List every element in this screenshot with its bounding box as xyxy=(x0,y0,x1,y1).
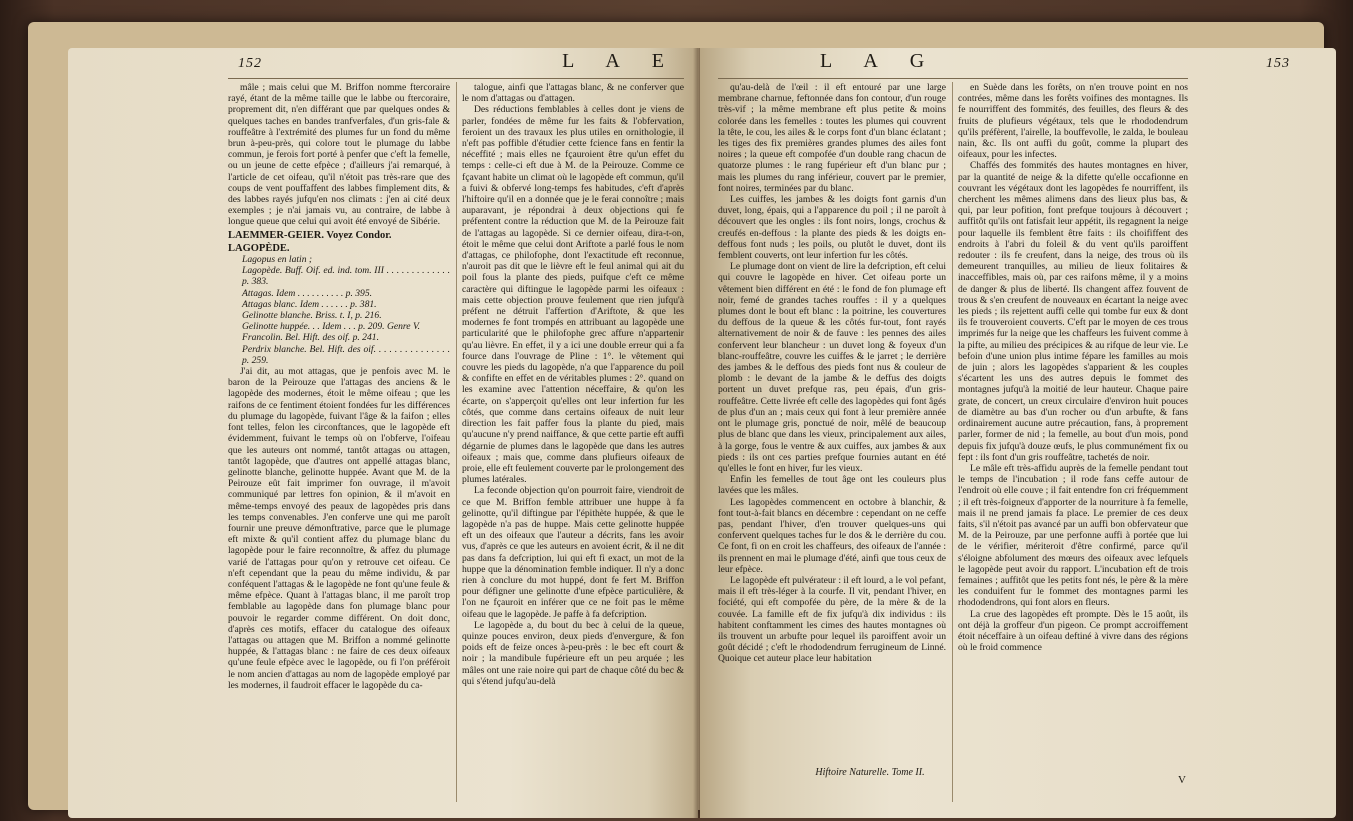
paragraph: Des réductions femblables à celles dont je viens de parler, fondées de même fur les faits & l'obfervation, feroient un des travaux les plus utiles en ornithologie, il n'eft pas poffible d'étudier cette fcience fans en fentir la néceffité ; mais elles ne fçauroient être qu'un effet du temps : celle-ci eft due à M. de la Peirouze. Comme ce fçavant habite un climat où le lagopède eft commun, qu'il a fuivi & obfervé long-temps fes habitudes, c'eft d'après l'hiftoire qu'il en a donnée que je le ferai connoître ; mais auparavant, je répondrai à deux objections qui fe préfentent contre la réduction que M. de la Peirouze fait de l'attagas au lagopède. Si ce dernier oifeau, dira-t-on, étoit le même que celui dont Ariftote a parlé fous le nom d'attagas, ce philofophe, dont l'exactitude eft reconnue, n'auroit pas dit que le lièvre eft le feul animal qui ait du poil fous la plante des pieds, puifque c'eft ce même caractère qui diftingue le lagopède parmi les oifeaux : mais cette objection prouve feulement que rien jufqu'à préfent ne détruit l'affertion d'Ariftote, & que les modernes fe font trompés en attribuant au lagopède une particularité que le philofophe grec affure n'appartenir qu'au lièvre. En effet, il y a ici une double erreur qui a fa fource dans l'ouvrage de Pline : 1°. le vêtement qui couvre les pieds du lagopède, n'a que l'apparence du poil & confifte en effet en de véritables plumes : 2°. quand on les examine avec l'attention néceffaire, & qu'on les écarte, on s'apperçoit qu'elles ont leur infertion fur les côtés, que comme dans certains oifeaux de nuit leur direction les fait paffer fous la plante du pied, mais qu'aucune n'y prend naiffance, & que cette partie eft auffi dégarnie de plumes dans le lagopède que dans les autres oifeaux ; mais que, comme dans plufieurs oifeaux de proie, elle eft feulement couverte par le prolongement des plumes latérales. xyxy=(462,104,684,486)
paragraph: Le plumage dont on vient de lire la defcription, eft celui qui couvre le lagopède en hiver. Cet oifeau porte un vêtement bien différent en été : le fond de fon plumage eft noir, femé de grandes taches rouffes : il y a quelques plumes dont le bout eft blanc : la poitrine, les couvertures du deffous de la queue & les côtés fur-tout, font rayés alternativement de noir & de fauve : les pennes des ailes confervent leur blancheur : un duvet long & foyeux d'un blanc-rouffeâtre, couvre les cuiffes & le jarret ; le derrière des jambes & le deffous des pieds font nus & couleur de plomb : le devant de la jambe & le deffus des doigts portent un duvet prefque ras, peu épais, d'un gris-rouffeâtre. Cette livrée eft celle des lagopèdes qui font âgés de plus d'un an ; mais ceux qui font à leur première année ont le plumage gris, ponctué de noir, mêlé de beaucoup plus de blanc que dans les vieux, principalement aux ailes, à la gorge, fous le ventre & aux cuiffes, aux jambes & aux pieds : ils ont ces parties prefque fournies autant en été qu'elles le font en hiver, fur les vieux. xyxy=(718,261,946,474)
paragraph: mâle ; mais celui que M. Briffon nomme ftercoraire rayé, étant de la même taille que le labbe ou ftercoraire, proprement dit, n'en différant que par quelques ondes & quelques taches en bandes tranfverfales, d'un gris-fale & rouffeâtre à l'extrémité des plumes fur un fond du même brun à-peu-près, qui colore tout le plumage du labbe commun, je ferois fort porté à penfer que c'eft la femelle, ou un jeune de cette efpèce ; d'ailleurs j'ai remarqué, à l'article de cet oifeau, qu'il n'étoit pas très-rare que des coups de vent pouffaffent des labbes fimplement dits, & des labbes rayés jufqu'en nos climats : j'en ai cité deux exemples ; je n'ai jamais vu, au contraire, de labbe à longue queue que celui qui avoit été envoyé de Sibérie. xyxy=(228,82,450,228)
paragraph: Le lagopède eft pulvérateur : il eft lourd, a le vol pefant, mais il eft très-léger à la courfe. Il vit, pendant l'hiver, en fociété, qui eft compofée du père, de la mère & de la couvée. La famille eft de fix jufqu'à dix individus : ils habitent conftamment les cimes des hautes montagnes où ils trouvent un arbufte pour lequel ils paroiffent avoir un goût décidé ; c'eft le rhododendrum ferrugineum de Linné. Quoique cet auteur place leur habitation xyxy=(718,574,946,665)
left-column-2 xyxy=(462,82,684,802)
paragraph: La crue des lagopèdes eft prompte. Dès le 15 août, ils ont déjà la groffeur d'un pigeon. Ce prompt accroiffement étoit néceffaire à un oifeau deftiné à vivre dans des régions où le froid commence xyxy=(958,608,1188,654)
right-running-header xyxy=(820,50,1290,80)
paragraph: Les lagopèdes commencent en octobre à blanchir, & font tout-à-fait blancs en décembre : cependant on ne ceffe pas, pendant l'hiver, d'en trouver quelques-uns qui confervent quelques taches fur le dos & le derrière du cou. Ce font, fi on en croit les chaffeurs, des oifeaux de l'année : ils prennent en mai le plumage d'été, ainfi que tous ceux de leur efpèce. xyxy=(718,496,946,575)
paragraph: Les cuiffes, les jambes & les doigts font garnis d'un duvet, long, épais, qui a l'apparence du poil ; il ne paroît à découvert que les ongles : ils font noirs, longs, crochus & creufés en-deffous : la plante des pieds & les doigts en-deffous font nuds ; les poils, ou plutôt le duvet, dont ils femblent couverts, ont leur infertion fur les côtés. xyxy=(718,194,946,262)
paragraph: La feconde objection qu'on pourroit faire, viendroit de ce que M. Briffon femble attribuer une huppe à fa gelinotte, qu'il diftingue par l'épithète huppée, & que le lagopède n'a pas de huppe. Mais cette gelinotte huppée eft un des oifeaux que l'auteur a décrits, fans les avoir vus, d'après ce que les auteurs en avoient écrit, & il ne dit pas dans fa defcription, lui qui eft fi exact, un mot de la huppe que la dénomination femble indiquer. Il n'y a donc rien à conclure du mot huppé, dont fe fert M. Briffon pour défigner une gelinotte d'une efpèce particulière, & l'on ne fçauroit en inférer que ce ne foit pas le même oifeau que le lagopède. Je paffe à fa defcription. xyxy=(462,485,684,620)
right-column-divider xyxy=(952,82,953,802)
right-column-2 xyxy=(958,82,1188,802)
synonym-line: Attagas blanc. Idem . . . . . . p. 381. xyxy=(242,298,377,310)
entry-heading: LAGOPÈDE. xyxy=(228,242,290,254)
left-page-number: 152 xyxy=(238,56,262,71)
paragraph: talogue, ainfi que l'attagas blanc, & ne conferver que le nom d'attagas ou d'attagen. xyxy=(462,82,684,105)
synonym-line: Perdrix blanche. Bel. Hift. des oif. . . . . . . . . . . . . . . p. 259. xyxy=(242,343,450,366)
left-running-head: L A E xyxy=(562,50,678,72)
paragraph: qu'au-delà de l'œil : il eft entouré par une large membrane charnue, feftonnée dans fon contour, d'un rouge très-vif ; la même membrane eft plus petite & moins colorée dans les femelles : toutes les plumes qui couvrent la tête, le cou, les ailes & le corps font d'un blanc éclatant ; les tiges des fix premières grandes plumes des ailes font noires ; la queue eft compofée d'un double rang chacun de quatorze plumes : le rang fupérieur eft d'un blanc pur ; mais les plumes du rang inférieur, couvert par le premier, font noires, terminées par du blanc. xyxy=(718,82,946,194)
synonym-line: Gelinotte huppée. . . Idem . . . p. 209. Genre V. xyxy=(242,321,420,333)
paragraph: en Suède dans les forêts, on n'en trouve point en nos contrées, même dans les forêts voifines des montagnes. Ils fe nourriffent des fommités, des feuilles, des fleurs & des fruits de plufieurs végétaux, tels que le rhododendrum qu'ils préfèrent, l'airelle, la bouffevolle, le zalda, le bouleau nain, &c. Ils ont auffi du goût, comme la plupart des oifeaux, pour les infectes. xyxy=(958,82,1188,161)
synonym-line: Francolin. Bel. Hift. des oif. p. 241. xyxy=(242,332,379,344)
left-header-rule xyxy=(228,78,684,79)
synonym-line: Lagopus en latin ; xyxy=(242,254,313,266)
paragraph: Le lagopède a, du bout du bec à celui de la queue, quinze pouces environ, deux pieds d'envergure, & fon poids eft de feize onces à-peu-près : le bec eft court & noir ; la mandibule fupérieure eft un peu arquée ; les mâles ont une raie noire qui part de chaque côté du bec & qui s'étend jufqu'au-delà xyxy=(462,619,684,687)
left-page xyxy=(68,48,698,818)
synonym-line: Attagas. Idem . . . . . . . . . . p. 395. xyxy=(242,287,373,299)
left-column-1 xyxy=(228,82,450,802)
open-book xyxy=(28,22,1324,810)
right-page xyxy=(700,48,1336,818)
signature-mark: V xyxy=(1178,774,1186,786)
paragraph: Le mâle eft très-affidu auprès de la femelle pendant tout le temps de l'incubation ; il rode fans ceffe autour de l'endroit où elle couve ; il fait entendre fon cri fréquemment ; il eft très-foigneux d'apporter de la nourriture à fa femelle, mais il ne prend jamais fa place. Le premier de ces deux faits, s'il n'étoit pas avancé par un auffi bon obfervateur que M. de la Peirouze, par une perfonne auffi à portée que lui de le vérifier, mériteroit d'être confirmé, parce qu'il s'éloigne abfolument des mœurs des oifeaux avec lefquels le lagopède peut avoir du rapport. L'incubation eft de trois femaines ; auffitôt que les petits font nés, le père & la mère les conduifent fur le fommet des montagnes parmi les rhododendrons, qui font alors en fleurs. xyxy=(958,462,1188,609)
synonym-line: Lagopède. Buff. Oif. ed. ind. tom. III . . . . . . . . . . . . . p. 383. xyxy=(242,265,450,288)
page-footer-signature-line: Hiftoire Naturelle. Tome II. xyxy=(815,767,925,778)
left-column-divider xyxy=(456,82,457,802)
synonym-line: Gelinotte blanche. Briss. t. I, p. 216. xyxy=(242,310,382,322)
right-page-number: 153 xyxy=(1266,56,1290,71)
right-column-1 xyxy=(718,82,946,802)
right-header-rule xyxy=(718,78,1188,79)
left-running-header xyxy=(238,50,678,80)
entry-heading: LAEMMER-GEIER. Voyez Condor. xyxy=(228,229,392,241)
paragraph: Chaffés des fommités des hautes montagnes en hiver, par la quantité de neige & la difette qu'elle occafionne en couvrant les végétaux dont les lagopèdes fe nourriffent, ils cherchent les mêmes alimens dans des lieux plus bas, & qui, par leur pofition, font prefque toujours à découvert ; auffitôt qu'ils ont fatisfait leur appétit, ils regagnent la neige pour laquelle ils femblent être faits : ils choififfent des endroits à l'abri du foleil & du vent qu'ils paroiffent redouter : ils fe creufent, dans la neige, des trous où ils demeurent tranquilles, au milieu de lieux folitaires & inacceffibles, mais où, par ces raifons même, il y a moins de danger & plus de liberté. Ils changent affez fouvent de trous & s'en creufent de nouveaux en écartant la neige avec les pieds ; ils rejettent auffi celle qui tombe fur eux & dont ils fe trouveroient couverts. C'eft par le moyen de ces trous imprimés fur la neige que les chaffeurs les fuivent comme à la pifte, au milieu des précipices & au rifque de leur vie. Le befoin d'une union plus intime fépare les familles au mois de juin ; alors les lagopèdes s'apparient & les couples s'écartent les uns des autres depuis le fommet des montagnes jufqu'à la moitié de leur hauteur. Chaque paire grate, de concert, un creux circulaire d'environ huit pouces de diamètre au bas d'un rocher ou d'un arbufte, & fans ordinairement aucune autre précaution, fans, à proprement parler, former de nid ; la femelle, au bout d'un mois, pond depuis fix jufqu'à douze œufs, le plus communément fix ou fept : ils font d'un gris rouffeâtre, tachetés de noir. xyxy=(958,160,1188,463)
right-running-head: L A G xyxy=(820,50,939,72)
paragraph: J'ai dit, au mot attagas, que je penfois avec M. le baron de la Peirouze que l'attagas des anciens & le lagopède des modernes, étoit le même oifeau ; que les raifons de ce fentiment étoient fondées fur les différences du plumage du lagopède, fuivant l'âge & la faifon ; elles font telles, felon les circonftances, que le lagopède eft évidemment, fuivant le temps où on l'obferve, l'oifeau que les auteurs ont nommé, tantôt attagas ou attagen, tantôt lagopède, que d'autres ont appellé attagas blanc, gelinotte blanche, gelinotte huppée. Avant que M. de la Peirouze eût fait imprimer fon ouvrage, il m'avoit communiqué par lettres fon opinion, & il m'avoit en même-temps envoyé des peaux de lagopèdes pris dans les temps convenables. J'en conferve une qui me paroît fournir une preuve démonftrative, parce que le plumage eft mixte & qu'il contient affez du plumage blanc du lagopède pour le faire reconnoître, & affez du plumage varié de l'attagas pour qu'on y retrouve cet oifeau. Ce n'eft cependant que la peau du même individu, & par conféquent l'attagas & le lagopède ne font qu'une feule & même efpèce. Quant à l'attagas blanc, il me paroît trop femblable au lagopède dans fon plumage blanc pour pouvoir le regarder comme différent. On doit donc, d'après ces motifs, effacer du catalogue des oifeaux l'attagas ou attagen que M. Briffon a nommé gelinotte huppée, & l'attagas blanc : ne faire de ces deux oifeaux qu'une feule efpèce avec le lagopède, ou fi l'on préféroit le nom ancien d'attagas au nom de lagopède employé par les modernes, il faudroit effacer le lagopède du ca- xyxy=(228,366,450,691)
paragraph: Enfin les femelles de tout âge ont les couleurs plus lavées que les mâles. xyxy=(718,474,946,497)
